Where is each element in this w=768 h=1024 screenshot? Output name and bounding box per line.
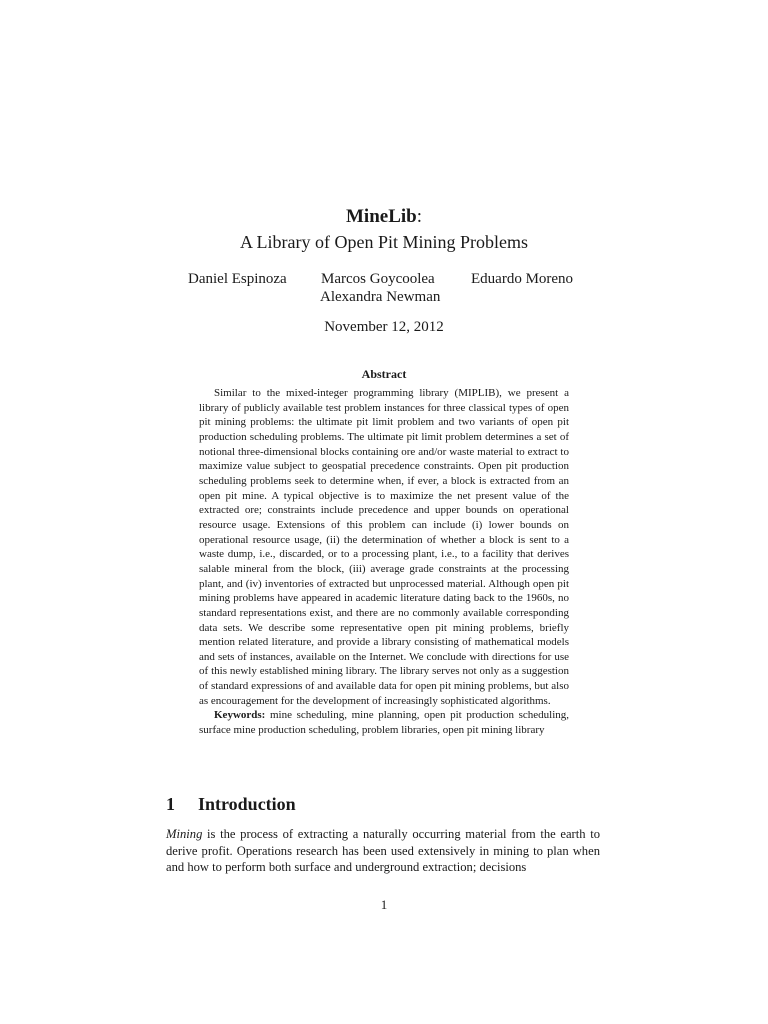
author-moreno: Eduardo Moreno [471,271,574,287]
section-heading-introduction [166,793,296,815]
paper-subtitle: A Library of Open Pit Mining Problems [240,232,528,252]
title-main: MineLib [345,206,417,227]
author-newman: Alexandra Newman [320,289,441,305]
intro-italic-term: Mining [166,827,203,841]
paper-date: November 12, 2012 [324,319,444,335]
abstract-body [199,386,569,738]
abstract-heading: Abstract [361,367,407,381]
page-number: 1 [380,897,388,912]
author-espinoza: Daniel Espinoza [188,271,287,287]
author-goycoolea: Marcos Goycoolea [321,271,435,287]
intro-paragraph [166,826,600,876]
keywords-line [199,708,569,737]
keywords-label: Keywords: [214,709,266,722]
paper-title [0,205,768,229]
title-colon: : [416,206,422,227]
introduction-body [166,826,600,876]
section-title: Introduction [198,794,296,814]
intro-text: is the process of extracting a naturally occurring material from the earth to derive profit. Operations research has been used extensively in mining to plan when and how to perform both surface and underground extraction; decisions [166,827,600,875]
abstract-text: Similar to the mixed-integer programming library (MIPLIB), we present a library of publicly available test problem instances for three classical types of open pit mining problems: the ultimate pit limit problem and two variants of open pit production scheduling problems. The ultimate pit limit problem determines a set of notional three-dimensional blocks containing ore and/or waste material to extract to maximize value subject to geospatial precedence constraints. Open pit production scheduling problems seek to determine when, if ever, a block is extracted from an open pit mine. A typical objective is to maximize the net present value of the extracted ore; constraints include precedence and upper bounds on operational resource usage. Extensions of this problem can include (i) lower bounds on operational resource usage, (ii) the determination of whether a block is sent to a waste dump, i.e., discarded, or to a processing plant, i.e., to a facility that derives salable mineral from the block, (iii) average grade constraints at the processing plant, and (iv) inventories of extracted but unprocessed material. Although open pit mining problems have appeared in academic literature dating back to the 1960s, no standard representations exist, and there are no commonly available corresponding data sets. We describe some representative open pit mining problems, briefly mention related literature, and provide a library consisting of mathematical models and sets of instances, available on the Internet. We conclude with directions for use of this newly established mining library. The library serves not only as a suggestion of standard expressions of and available data for open pit mining problems, but also as encouragement for the development of increasingly sophisticated algorithms. [199,387,569,707]
section-number: 1 [166,794,175,814]
keywords-text: mine scheduling, mine planning, open pit production scheduling, surface mine production scheduling, problem libraries, open pit mining library [199,709,570,737]
